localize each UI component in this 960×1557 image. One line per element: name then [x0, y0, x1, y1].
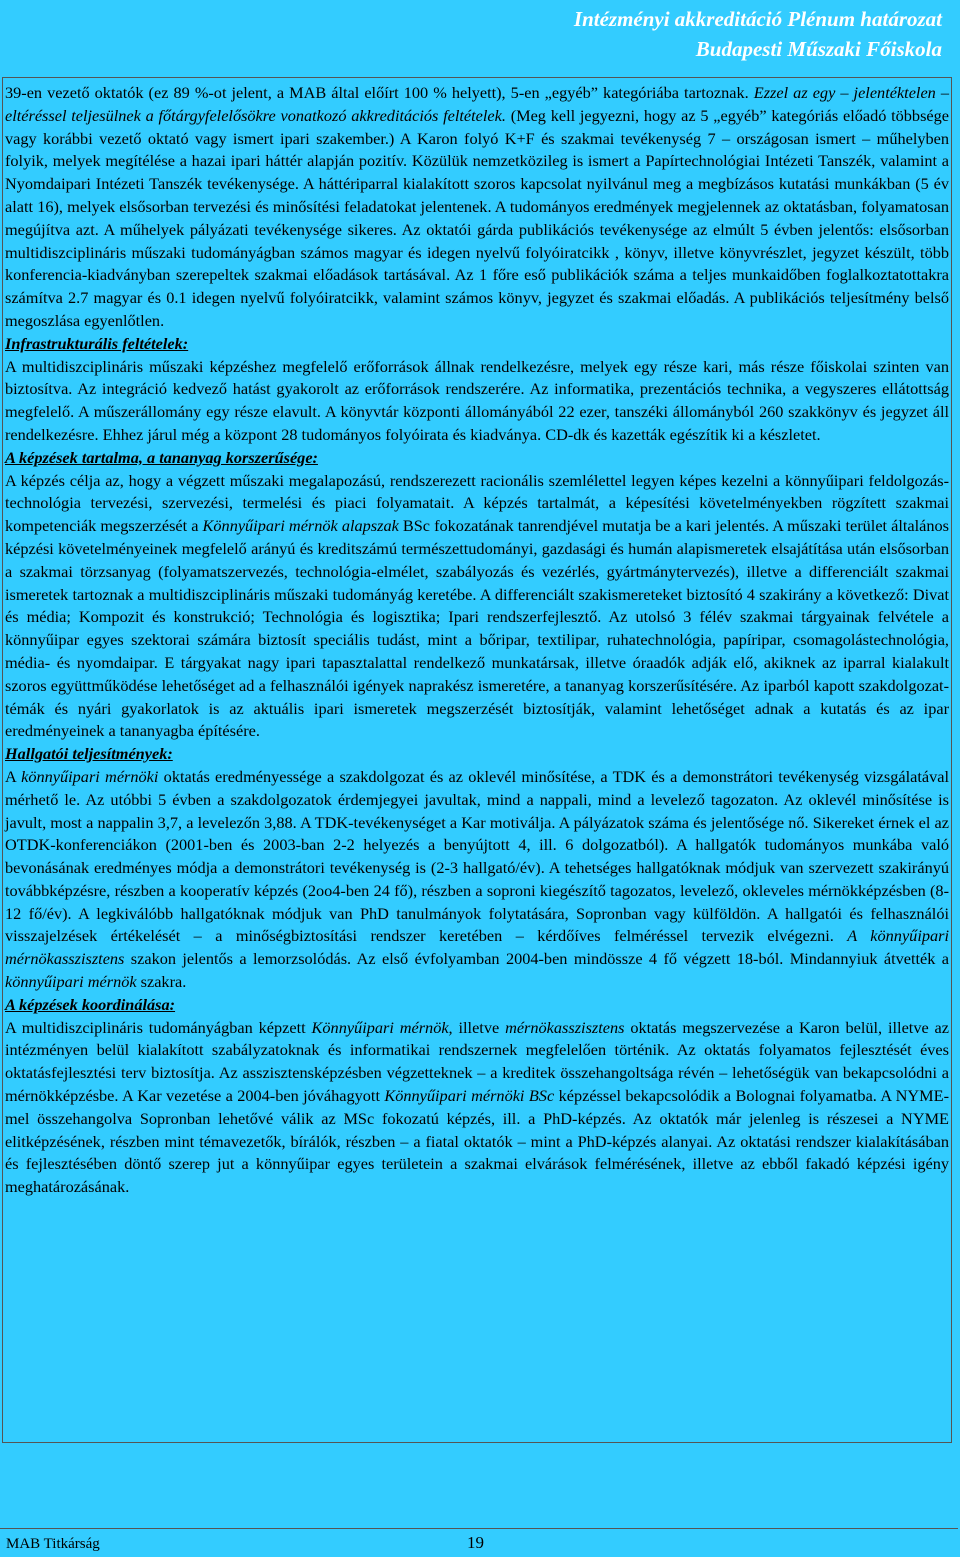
text-segment: szakon jelentős a lemorzsolódás. Az első évfolyamban 2004-ben mindössze 4 fő végzett 18-ból. Mindannyiuk átvették a: [124, 949, 949, 969]
section-heading-coordination: A képzések koordinálása:: [5, 994, 176, 1014]
text-segment: A: [5, 766, 22, 786]
header-title: Intézményi akkreditáció Plénum határozat: [573, 7, 942, 31]
text-segment: 39-en vezető oktatók (ez 89 %-ot jelent, a MAB által előírt 100 % helyett), 5-en „egyéb” kategóriába tartoznak.: [5, 83, 754, 102]
italic-segment: A könnyűipari mérnökasszisztens: [5, 926, 949, 969]
main-content: [2, 77, 952, 1443]
text-segment: szakra.: [136, 972, 187, 992]
italic-segment: Könnyűipari mérnök,: [311, 1017, 453, 1037]
section-heading-infrastructure: Infrastrukturális feltételek:: [5, 333, 189, 353]
italic-segment: könnyűipari mérnök: [5, 972, 137, 992]
text-segment: (Meg kell jegyezni, hogy az 5 „egyéb” kategóriás előadó többsége vagy korábbi vezető oktató vagy ismert ipari szakember.) A Karon folyó K+F és szakmai tevékenység 7 – országosan ismert – műhelyben folyik, melyek megítélése a hazai ipari háttér alapján pozitív. Közülük nemzetközileg is ismert a Papírtechnológiai Intézeti Tanszék, valamint a Nyomdaipari Intézeti Tanszék tevékenysége. A háttériparral kialakított szoros kapcsolat nyilvánul meg a megbízásos kutatási munkákban (5 év alatt 16), melyek elsősorban tervezési és minősítési feladatokat jelentenek. A tudományos eredmények megjelennek az oktatásban, folyamatosan megújítva azt. A műhelyek pályázati tevékenysége sikeres. Az oktatói gárda publikációs tevékenysége az elmúlt 5 évben jelentős: elsősorban multidiszciplináris műszaki tudományágban számos magyar és idegen nyelvű folyóiratcikk , könyv, illetve könyvrészlet, jegyzet készült, több konferencia-kiadványban szerepeltek szakmai előadások tartásával. Az 1 főre eső publikációk száma a teljes munkaidőben foglalkoztatottakra számítva 2.7 magyar és 0.1 idegen nyelvű folyóiratcikk, valamint számos könyv, jegyzet és szakmai előadás. A publikációs teljesítmény belső megoszlása egyenlőtlen.: [5, 105, 949, 330]
section-heading-student-performance: Hallgatói teljesítmények:: [5, 744, 173, 764]
paragraph-training-content: [5, 470, 949, 744]
text-segment: oktatás eredményessége a szakdolgozat és az oklevél minősítése, a TDK és a demonstrátori tevékenység vizsgálatával mérhető le. Az utóbbi 5 évben a szakdolgozatok érdemjegyei javultak, mind a nappali, mind a levelező tagozaton. Az oklevél minősítése is javult, most a nappalin 3,7, a levelezőn 3,88. A TDK-tevékenységet a Kar motiválja. A pályázatok száma és jelentősége nő. Sikereket érnek el az OTDK-konferenciákon (2001-ben és 2003-ban 2-2 helyezés a benyújtott 4, ill. 6 dolgozatból). A hallgatók tudományos munkába való bevonásának eredményes módja a demonstrátori tevékenység is (2-3 hallgató/év). A tehetséges hallgatóknak módjuk van szervezett szakirányú továbbképzésre, részben a kooperatív képzés (2oo4-ben 24 fő), részben a soproni kiegészítő tagozatos, levelező, okleveles mérnökképzésben (8-12 fő/év). A legkiválóbb hallgatóknak módjuk van PhD tanulmányok folytatására, Sopronban vagy külföldön. A hallgatói és felhasználói visszajelzések értékelését – a minőségbiztosítási rendszer keretében – kérdőíves felméréssel tervezik elvégezni.: [5, 766, 949, 946]
text-segment: illetve: [452, 1017, 506, 1037]
paragraph-infrastructure: A multidiszciplináris műszaki képzéshez megfelelő erőforrások állnak rendelkezésre, melyek egy része kari, más része főiskolai szinten van biztosítva. Az integráció kedvező hatást gyakorolt az erőforrások rendszerére. Az informatika, prezentációs technika, a vegyszeres ellátottság megfelelő. A műszerállomány egy része elavult. A könyvtár központi állományából 22 ezer, tanszéki állományból 260 szakkönyv és jegyzet áll rendelkezésre. Ehhez járul még a központ 28 tudományos folyóirata és kiadványa. CD-dk és kazetták egészítik ki a készletet.: [5, 356, 949, 444]
text-segment: A képzés célja az, hogy a végzett műszaki megalapozású, rendszerezett racionális szemlélettel legyen képes kezelni a könnyűipari feldolgozás-technológia tervezési, szervezési, termelési és piaci folyamatait. A képzés tartalmát, a képesítési követelményekben rögzített szakmai kompetenciák megszerzését a: [5, 470, 949, 536]
footer-divider: [0, 1528, 958, 1529]
page-number: 19: [467, 1533, 484, 1552]
header-institution: Budapesti Műszaki Főiskola: [695, 37, 942, 61]
italic-segment: könnyűipari mérnöki: [21, 766, 159, 786]
paragraph-coordination: [5, 1017, 949, 1199]
italic-segment: Könnyűipari mérnöki BSc: [384, 1086, 555, 1106]
section-heading-training-content: A képzések tartalma, a tananyag korszerűsége:: [5, 447, 318, 467]
page-header: [574, 4, 942, 64]
paragraph-student-performance: [5, 766, 949, 994]
italic-segment: Könnyűipari mérnök alapszak: [202, 516, 399, 536]
text-segment: képzéssel bekapcsolódik a Bolognai folyamatba. A NYME-mel összehangolva Sopronban lehetővé válik az MSc fokozatú képzés, ill. a PhD-képzés. Az oktatók már jelenleg is részesei a NYME elitképzésének, részben mint témavezetők, bírálók, részben – a fiatal oktatók – mint a PhD-képzés alanyai. Az oktatási rendszer kialakításában és fejlesztésében döntő szerep jut a könnyűipar egyes területein a szakmai elvárások felmérésének, illetve az ebből fakadó képzési igény meghatározásának.: [5, 1086, 949, 1197]
italic-segment: mérnökasszisztens: [505, 1017, 625, 1037]
text-segment: oktatás megszervezése a Karon belül, illetve az intézményen belül kialakított szabályzatoknak és informatikai rendszernek megfelelően történik. Az oktatás folyamatos fejlesztését éves oktatásfejlesztési terv biztosítja. Az asszisztensképzésben végzetteknek – a kreditek összehangoltsága révén – lehetőségük van bekapcsolódni a mérnökképzésbe. A Kar vezetése a 2004-ben jóváhagyott: [5, 1017, 950, 1106]
paragraph-intro: [5, 82, 949, 333]
text-segment: A multidiszciplináris tudományágban képzett: [5, 1017, 312, 1037]
italic-segment: Ezzel az egy – jelentéktelen – eltéréssel teljesülnek a főtárgyfelelősökre vonatkozó akkreditációs feltételek.: [5, 83, 950, 125]
footer-organization: MAB Titkárság: [6, 1536, 100, 1552]
text-segment: BSc fokozatának tanrendjével mutatja be a kari jelentés. A műszaki terület általános képzési követelményeinek megfelelő arányú és kreditszámú természettudományi, gazdasági és humán alapismeretek elsajátítása után elsősorban a szakmai törzsanyag (folyamatszervezés, technológia-elmélet, szabályozás és vezérlés, gyártmánytervezés), illetve a differenciált szakmai ismeretek tartoznak a multidiszciplináris műszaki tudományág keretébe. A differenciált szakismereteket biztosító 4 szakirány a következő: Divat és média; Kompozit és konstrukció; Technológia és logisztika; Ipari rendszerfejlesztő. Az utolsó 3 félév szakmai tárgyainak felvétele a könnyűipar egyes szektorai számára biztosít speciális tudást, mint a bőripar, textilipar, ruhatechnológia, papíripar, csomagolástechnológia, média- és nyomdaipar. E tárgyakat nagy ipari tapasztalattal rendelkező munkatársak, illetve óraadók adják elő, akiknek az iparral kialakult szoros együttműködése lehetőséget ad a felhasználói igények naprakész ismeretére, a tananyag korszerűsítésére. Az iparból kapott szakdolgozat-témák és nyári gyakorlatok is az aktuális ipari ismeretek megszerzését biztosítják, valamint lehetőséget adnak a kutatás és az ipar eredményeinek a tananyagba építésére.: [5, 516, 950, 741]
